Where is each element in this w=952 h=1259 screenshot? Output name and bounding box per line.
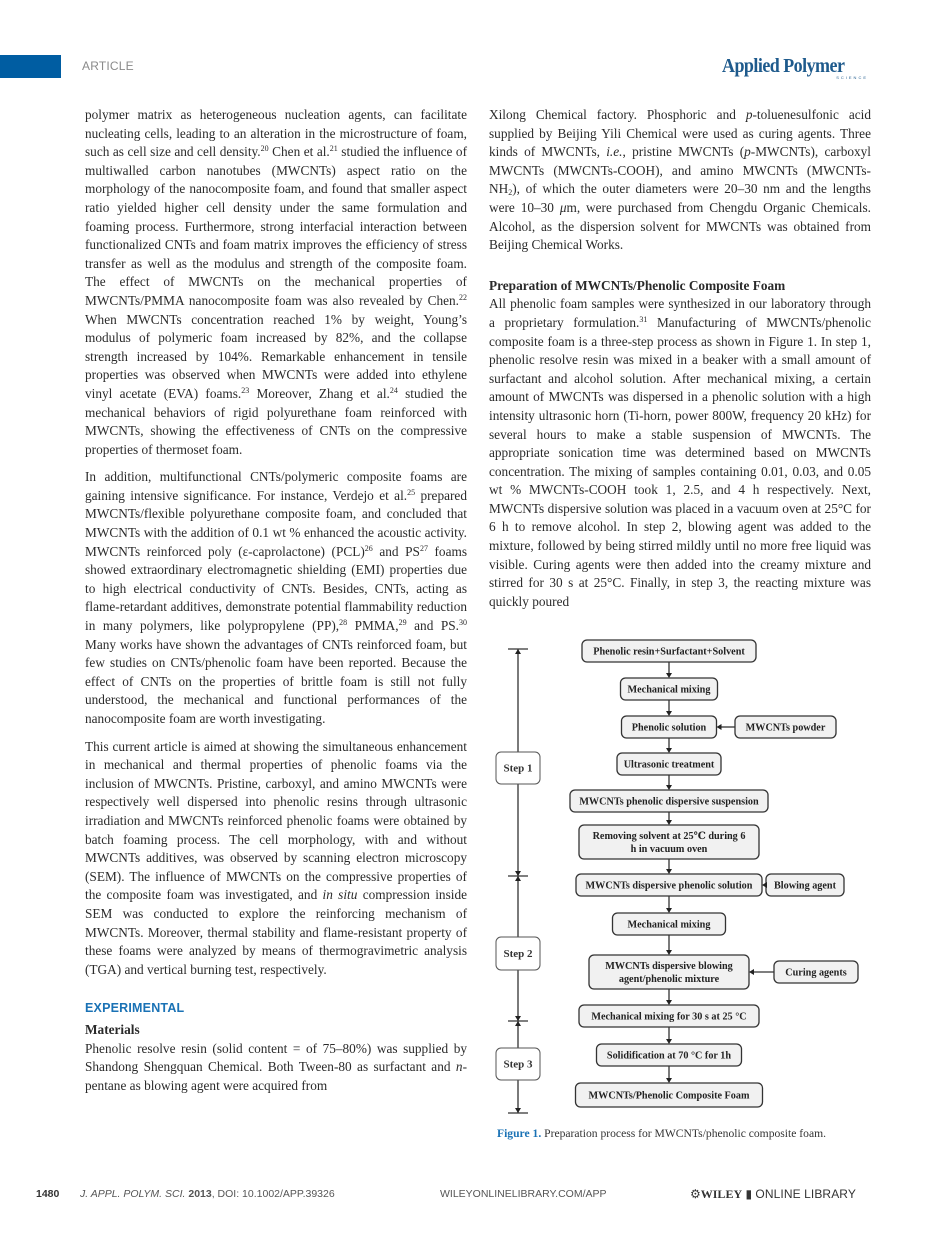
arrow-down-icon [666, 869, 672, 874]
flow-box-1-label: Phenolic resin+Surfactant+Solvent [593, 646, 745, 658]
journal-name: Applied Polymer [722, 55, 845, 77]
arrow-left-icon [717, 724, 722, 730]
arrow-down-icon [666, 785, 672, 790]
arrow-left-icon [762, 882, 767, 888]
flow-box-6-label: Removing solvent at 25℃ during 6 [592, 831, 746, 842]
brand-color-block [0, 55, 61, 78]
flow-box-5-label: MWCNTs phenolic dispersive suspension [579, 796, 759, 808]
figure-1-flowchart [489, 632, 879, 1122]
flow-box-10-label: Mechanical mixing for 30 s at 25 °C [591, 1011, 747, 1023]
citation-ref[interactable]: 22 [459, 292, 467, 302]
paragraph-intro-1: polymer matrix as heterogeneous nucleation agents, can facilitate nucleating cells, leading to an alteration in the microstructure of foam, such as cell size and cell density.$^{20}$ Chen et al.$^{21}$ studied the influence of multiwalled carbon nanotubes (MWCNTs) aspect ratio on the morphology of the nanocomposite foam, and found that smaller aspect ratio yielded higher cell density under the same formulation and foaming process. Furthermore, strong interfacial interaction between functionalized CNTs and foam matrix improves the efficiency of stress transfer as well as the modulus and strength of the composite foam. The effect of MWCNTs on the mechanical properties of MWCNTs/PMMA nanocomposite foam was also revealed by Chen.$^{22}$ When MWCNTs concentration reached 1% by weight, Young’s modulus of polymeric foam increased by 82%, and the collapse strength increased by 104%. Remarkable enhancement in tensile properties was observed when MWCNTs were added into ethylene vinyl acetate (EVA) foams.$^{23}$ Moreover, Zhang et al.$^{24}$ studied the mechanical behaviors of rigid polyurethane foam reinforced with MWCNTs, showing the effectiveness of CNTs on the compressive properties of thermoset foam. [85, 107, 468, 457]
step-box-2-label: Step 2 [503, 948, 533, 960]
arrow-down-icon [666, 748, 672, 753]
citation-ref[interactable]: 30 [459, 618, 467, 628]
arrow-down-icon [515, 1016, 521, 1021]
flow-box-5 [570, 790, 768, 812]
figure-caption: Figure 1. Preparation process for MWCNTs/phenolic composite foam. [497, 1127, 827, 1140]
citation-ref[interactable]: 25 [407, 487, 416, 497]
citation-ref[interactable]: 26 [364, 543, 373, 553]
journal-citation: J. APPL. POLYM. SCI. 2013, DOI: 10.1002/APP.39326 [80, 1188, 335, 1200]
flow-box-10 [579, 1005, 759, 1027]
step-box-1 [496, 752, 540, 784]
arrow-down-icon [666, 1000, 672, 1005]
arrow-down-icon [666, 711, 672, 716]
flow-box-1 [582, 640, 756, 662]
flow-box-11 [597, 1044, 742, 1066]
flow-box-12-label: MWCNTs/Phenolic Composite Foam [588, 1090, 750, 1102]
citation-ref[interactable]: 24 [389, 385, 398, 395]
arrow-down-icon [666, 673, 672, 678]
subsection-heading-preparation: Preparation of MWCNTs/Phenolic Composite Foam [489, 277, 786, 293]
citation-ref[interactable]: 29 [398, 618, 407, 628]
side-input-box-2-label: Blowing agent [774, 880, 836, 892]
flow-box-2-label: Mechanical mixing [627, 684, 711, 696]
doi-link[interactable]: , DOI: 10.1002/APP.39326 [211, 1188, 335, 1200]
arrow-left-icon [749, 969, 754, 975]
arrow-down-icon [666, 1078, 672, 1083]
wiley-emblem-icon: ⚙ [690, 1187, 701, 1201]
flow-box-3-label: Phenolic solution [631, 722, 707, 734]
arrow-down-icon [666, 820, 672, 825]
arrow-up-icon [515, 876, 521, 881]
figure-label[interactable]: Figure 1. [497, 1127, 542, 1140]
journal-name-sub: SCIENCE [836, 75, 868, 80]
arrow-up-icon [515, 1021, 521, 1026]
paragraph-intro-2: In addition, multifunctional CNTs/polymeric composite foams are gaining intensive significance. For instance, Verdejo et al.$^{25}$ prepared MWCNTs/flexible polyurethane composite foam, and concluded that MWCNTs with the addition of 0.1 wt % enhanced the acoustic activity. MWCNTs reinforced poly (ε-caprolactone) (PCL)$^{26}$ and PS$^{27}$ foams showed extraordinary electromagnetic shielding (EMI) properties due to high electrical conductivity of CNTs. Besides, CNTs, acting as flame-retardant additives, demonstrate potential flammability reduction in many polymers, like polypropylene (PP),$^{28}$ PMMA,$^{29}$ and PS.$^{30}$ Many works have shown the advantages of CNTs reinforced foam, but few studies on CNTs/phenolic foam have been reported. Because the effect of CNTs on the properties of brittle foam is still not fully understood, the mechanical and functional performances of the nanocomposite foam are worth investigating. [85, 469, 468, 726]
journal-website-link[interactable]: WILEYONLINELIBRARY.COM/APP [440, 1188, 607, 1200]
paragraph-preparation: All phenolic foam samples were synthesized in our laboratory through a proprietary formulation.$^{31}$ Manufacturing of MWCNTs/phenolic composite foam is a three-step process as shown in Figure 1. In step 1, phenolic resolve resin was mixed in a beaker with a small amount of surfactant and alcohol solution. After mechanical mixing, a certain amount of MWCNTs was dispersed in a phenolic solution with a high intensity ultrasonic horn (Ti-horn, power 800W, frequency 20 kHz) for several hours to make a stable suspension of MWCNTs. The appropriate sonication time was determined based on MWCNTs concentration. The mixing of samples containing 0.01, 0.03, and 0.05 wt % MWCNTs-COOH took 1, 2.5, and 4 h respectively. Next, MWCNTs dispersive solution was placed in a vacuum oven at 25°C for 6 h to remove alcohol. In step 2, blowing agent was added to the mixture, followed by being stirred mildly until no more free liquid was visible. Curing agents were then added into the creamy mixture and stirred for 30 s at 25°C. Finally, in step 3, the reacting mixture was quickly poured [489, 296, 871, 609]
flow-box-9-label: MWCNTs dispersive blowing [605, 961, 733, 972]
flow-box-7-label: MWCNTs dispersive phenolic solution [585, 880, 753, 892]
arrow-down-icon [515, 1108, 521, 1113]
arrow-down-icon [666, 908, 672, 913]
side-input-box-3 [774, 961, 858, 983]
flow-box-8 [613, 913, 726, 935]
step-box-1-label: Step 1 [503, 762, 533, 775]
flow-box-3 [622, 716, 717, 738]
flow-box-12 [576, 1083, 763, 1107]
arrow-down-icon [666, 950, 672, 955]
step-box-3 [496, 1048, 540, 1080]
citation-ref[interactable]: 28 [339, 618, 348, 628]
citation-ref[interactable]: 27 [419, 543, 428, 553]
side-input-box-1-label: MWCNTs powder [745, 722, 826, 734]
flow-box-4 [617, 753, 721, 775]
flow-box-4-label: Ultrasonic treatment [623, 759, 715, 771]
left-column [85, 106, 467, 1095]
page-number: 1480 [36, 1188, 60, 1200]
citation-ref[interactable]: 21 [329, 144, 338, 154]
side-input-box-3-label: Curing agents [785, 967, 847, 979]
citation-ref[interactable]: 23 [241, 385, 250, 395]
section-heading-experimental: EXPERIMENTAL [85, 1001, 185, 1016]
subsection-heading-materials: Materials [85, 1021, 140, 1037]
flow-box-9-label: agent/phenolic mixture [618, 974, 720, 985]
flow-box-2 [621, 678, 718, 700]
side-input-box-2 [766, 874, 844, 896]
arrow-up-icon [515, 649, 521, 654]
wiley-online-library-logo[interactable]: ⚙WILEY ▮ ONLINE LIBRARY [690, 1187, 856, 1201]
flowchart-svg [489, 632, 879, 1122]
paragraph-materials-continued: Xilong Chemical factory. Phosphoric and p-toluenesulfonic acid supplied by Beijing Yili Chemical were used as curing agents. Three kinds of MWCNTs, i.e., pristine MWCNTs (p-MWCNTs), carboxyl MWCNTs (MWCNTs-COOH), and amino MWCNTs $(MWCNTs-NH_2)$, of which the outer diameters were 20–30 nm and the lengths were 10–30 μm, were purchased from Chengdu Organic Chemicals. Alcohol, as the dispersion solvent for MWCNTs was obtained from Beijing Chemical Works. [489, 107, 871, 253]
citation-ref[interactable]: 20 [260, 144, 269, 154]
citation-ref[interactable]: 31 [639, 314, 648, 324]
paragraph-intro-3: This current article is aimed at showing the simultaneous enhancement in mechanical and thermal properties of phenolic foams via the inclusion of MWCNTs. Pristine, carboxyl, and amino MWCNTs were respectively well dispersed into phenolic resins through ultrasonic irradiation and MWCNTs reinforced phenolic foams were obtained by batch foaming process. The cell morphology, with and without MWCNTs additives, was observed by scanning electron microscopy (SEM). The influence of MWCNTs on the compressive properties of the composite foam was investigated, and in situ compression inside SEM was conducted to explore the reinforcing mechanism of MWCNTs. Moreover, thermal stability and flame-resistant property of these foams were analyzed by means of thermogravimetric analysis (TGA) and vertical burning test, respectively. [85, 738, 467, 977]
paragraph-materials: Phenolic resolve resin (solid content = of 75–80%) was supplied by Shandong Shengquan Chemical. Both Tween-80 as surfactant and n-pentane as blowing agent were acquired from [85, 1040, 467, 1093]
journal-logo[interactable] [722, 53, 872, 83]
arrow-down-icon [666, 1039, 672, 1044]
right-column [489, 106, 871, 611]
step-box-3-label: Step 3 [503, 1058, 533, 1071]
article-type-label: ARTICLE [82, 59, 134, 73]
flow-box-9 [589, 955, 749, 989]
side-input-box-1 [735, 716, 836, 738]
flow-box-7 [576, 874, 762, 896]
arrow-down-icon [515, 871, 521, 876]
step-box-2 [496, 937, 540, 970]
book-stack-icon: ▮ [745, 1187, 753, 1201]
flow-box-8-label: Mechanical mixing [627, 919, 711, 931]
flow-box-6 [579, 825, 759, 859]
flow-box-6-label: h in vacuum oven [630, 844, 708, 855]
flow-box-11-label: Solidification at 70 °C for 1h [606, 1050, 732, 1062]
